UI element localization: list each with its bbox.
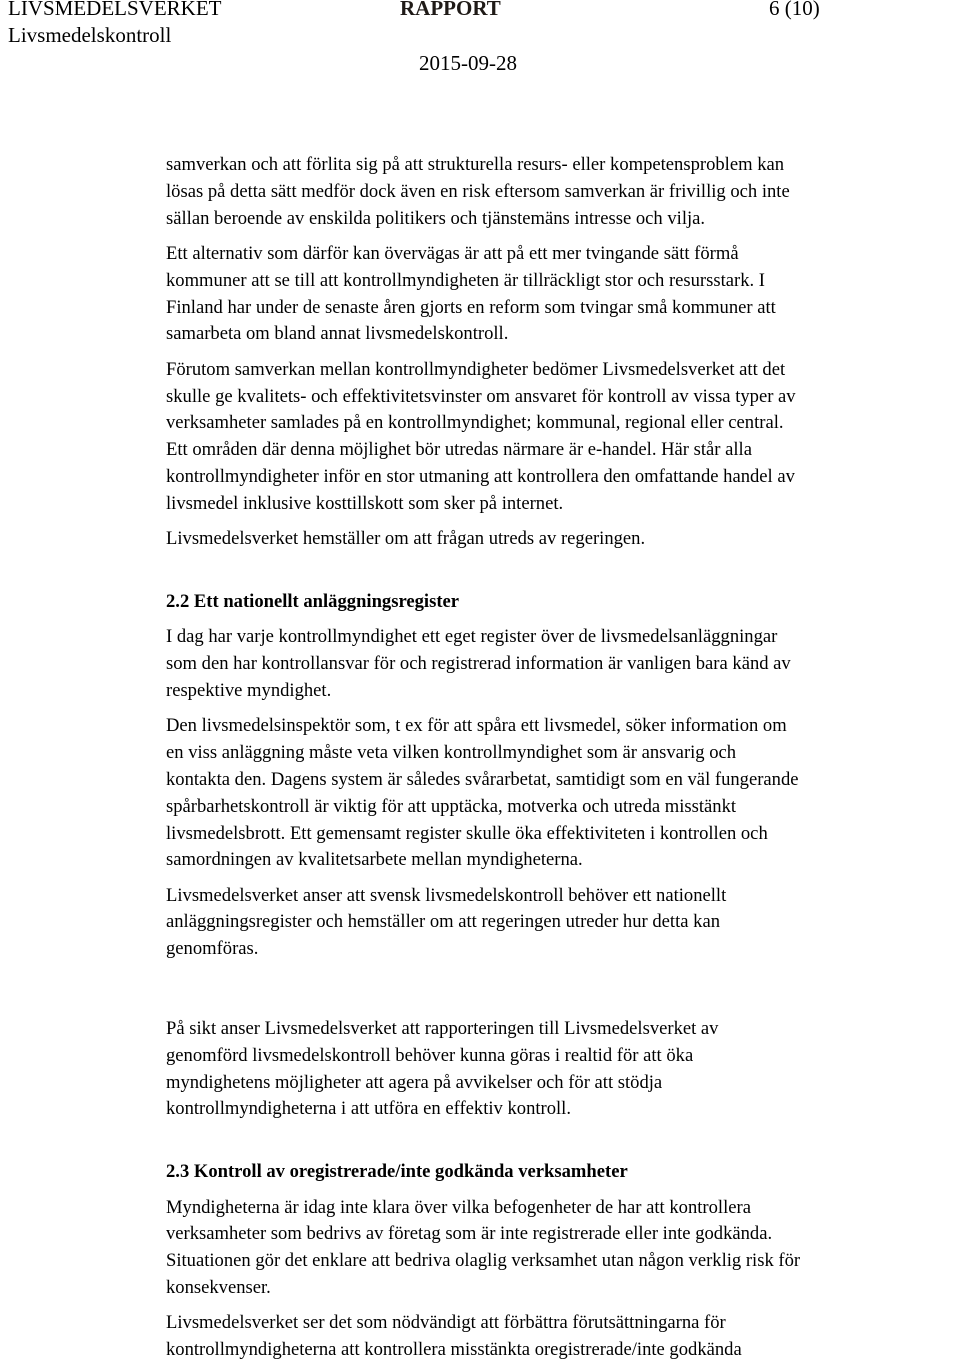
text-line: I dag har varje kontrollmyndighet ett eget register över de livsmedelsanläggningar (166, 626, 778, 648)
text-line: som den har kontrollansvar för och registrerad information är vanligen bara känd av (166, 653, 791, 675)
text-line: anläggningsregister och hemställer om att regeringen utreder hur detta kan (166, 911, 720, 933)
heading-text: 2.2 Ett nationellt anläggningsregister (166, 590, 460, 612)
text-line: genomförd livsmedelskontroll behöver kunna göras i realtid för att öka (166, 1044, 694, 1066)
paragraph-inspector (166, 713, 960, 874)
header-page-number: 6 (10) (769, 0, 820, 20)
header-date: 2015-09-28 (419, 51, 517, 75)
text-line: Finland har under de senaste åren gjorts en reform som tvingar små kommuner att (166, 296, 776, 318)
paragraph-request (166, 526, 960, 553)
text-line: respektive myndighet. (166, 679, 332, 701)
text-line: konsekvenser. (166, 1277, 271, 1299)
text-line: skulle ge kvalitets- och effektivitetsvinster om ansvaret för kontroll av vissa typer av (166, 385, 796, 407)
header-organization: LIVSMEDELSVERKET (8, 0, 222, 20)
text-line: På sikt anser Livsmedelsverket att rapporteringen till Livsmedelsverket av (166, 1018, 719, 1040)
text-line: samverkan och att förlita sig på att strukturella resurs- eller kompetensproblem kan (166, 154, 785, 175)
section-heading-2-3 (166, 1159, 960, 1186)
text-line: kontrollmyndigheterna i att utföra en effektiv kontroll. (166, 1098, 571, 1120)
paragraph-alternative (166, 241, 960, 348)
text-line: en viss anläggning måste veta vilken kontrollmyndighet som är ansvarig och (166, 742, 737, 764)
document-body (166, 152, 960, 1364)
text-line: myndighetens möjligheter att agera på avvikelser och för att stödja (166, 1071, 663, 1093)
text-line: spårbarhetskontroll är viktig för att upptäcka, motverka och utreda misstänkt (166, 795, 737, 817)
text-line: Förutom samverkan mellan kontrollmyndigheter bedömer Livsmedelsverket att det (166, 358, 786, 380)
heading-text: 2.3 Kontroll av oregistrerade/inte godkända verksamheter (166, 1161, 628, 1183)
text-line: Den livsmedelsinspektör som, t ex för att spåra ett livsmedel, söker information om (166, 715, 787, 737)
text-line: Ett områden där denna möjlighet bör utredas närmare är e-handel. Här står alla (166, 439, 752, 461)
text-line: Livsmedelsverket hemställer om att frågan utreds av regeringen. (166, 528, 646, 550)
paragraph-realtime-reporting (166, 1016, 960, 1123)
text-line: genomföras. (166, 938, 259, 960)
text-line: Ett alternativ som därför kan övervägas är att på ett mer tvingande sätt förmå (166, 242, 739, 264)
paragraph-registers (166, 624, 960, 704)
text-line: samordningen av kvalitetsarbete mellan myndigheterna. (166, 849, 583, 871)
text-line: kontrollmyndigheterna att kontrollera misstänkta oregistrerade/inte godkända (166, 1339, 742, 1361)
text-line: Myndigheterna är idag inte klara över vilka befogenheter de har att kontrollera (166, 1196, 751, 1218)
text-line: Livsmedelsverket ser det som nödvändigt att förbättra förutsättningarna för (166, 1312, 726, 1334)
text-line: kontakta den. Dagens system är således svårarbetat, samtidigt som en väl fungerande (166, 768, 799, 790)
paragraph-collaboration (166, 152, 960, 232)
text-line: kommuner att se till att kontrollmyndigheten är tillräckligt stor och resursstark. I (166, 269, 765, 291)
text-line: kontrollmyndigheter inför en stor utmaning att kontrollera den omfattande handel av (166, 465, 795, 487)
header-department: Livsmedelskontroll (8, 23, 172, 47)
text-line: Livsmedelsverket anser att svensk livsmedelskontroll behöver ett nationellt (166, 884, 727, 906)
text-line: lösas på detta sätt medför dock även en risk eftersom samverkan är frivillig och inte (166, 180, 790, 202)
text-line: Situationen gör det enklare att bedriva olaglig verksamhet utan någon verklig risk för (166, 1250, 801, 1272)
text-line: verksamheter som bedrivs av företag som är inte registrerade eller inte godkända. (166, 1223, 773, 1245)
text-line: samarbeta om bland annat livsmedelskontroll. (166, 323, 509, 345)
section-heading-2-2 (166, 589, 960, 616)
paragraph-national-register (166, 883, 960, 963)
text-line: livsmedel inklusive kosttillskott som sker på internet. (166, 492, 564, 514)
paragraph-unregistered (166, 1195, 960, 1302)
paragraph-improve-conditions (166, 1310, 960, 1364)
text-line: livsmedelsbrott. Ett gemensamt register skulle öka effektiviteten i kontrollen och (166, 822, 768, 844)
text-line: verksamheter samlades på en kontrollmyndighet; kommunal, regional eller central. (166, 412, 784, 434)
text-line: sällan beroende av enskilda politikers och tjänstemäns intresse och vilja. (166, 207, 706, 229)
header-document-type: RAPPORT (400, 0, 501, 20)
paragraph-quality-gains (166, 357, 960, 518)
